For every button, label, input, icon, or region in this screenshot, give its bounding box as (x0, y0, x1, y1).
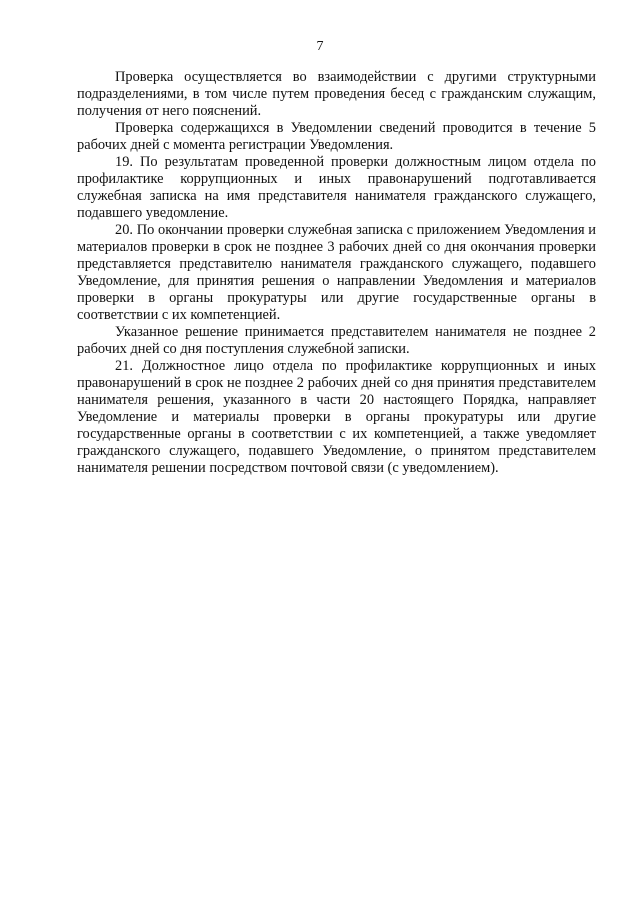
paragraph-21: 21. Должностное лицо отдела по профилактике коррупционных и иных правонарушений в срок не позднее 2 рабочих дней со дня принятия представителем нанимателя решения, указанного в части 20 настоящего Порядка, направляет Уведомление и материалы проверки в органы прокуратуры или другие государственные органы в соответствии с их компетенцией, а также уведомляет гражданского служащего, подавшего Уведомление, о принятом представителем нанимателя решении посредством почтовой связи (с уведомлением). (77, 358, 596, 476)
page-number: 7 (316, 39, 324, 54)
paragraph-verification-interaction: Проверка осуществляется во взаимодействии с другими структурными подразделениями, в том числе путем проведения бесед с гражданским служащим, получения от него пояснений. (77, 69, 596, 119)
paragraph-19: 19. По результатам проведенной проверки должностным лицом отдела по профилактике коррупционных и иных правонарушений подготавливается служебная записка на имя представителя нанимателя гражданского служащего, подавшего уведомление. (77, 154, 596, 221)
paragraph-verification-period: Проверка содержащихся в Уведомлении сведений проводится в течение 5 рабочих дней с момента регистрации Уведомления. (77, 120, 596, 153)
paragraph-20: 20. По окончании проверки служебная записка с приложением Уведомления и материалов проверки в срок не позднее 3 рабочих дней со дня окончания проверки представляется представителю нанимателя гражданского служащего, подавшего Уведомление, для принятия решения о направлении Уведомления и материалов проверки в органы прокуратуры или другие государственные органы в соответствии с их компетенцией. (77, 222, 596, 323)
document-body (77, 69, 596, 477)
paragraph-decision-deadline: Указанное решение принимается представителем нанимателя не позднее 2 рабочих дней со дня поступления служебной записки. (77, 324, 596, 357)
